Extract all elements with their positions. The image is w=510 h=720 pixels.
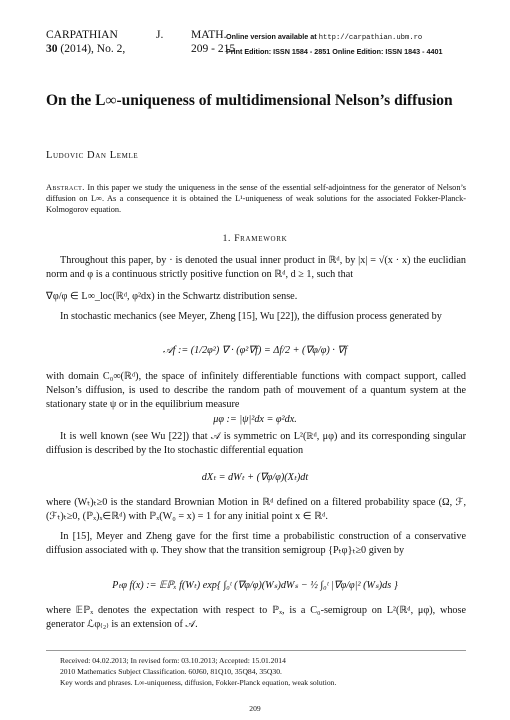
print-edition: Print Edition: ISSN 1584 - 2851 Online Edition: ISSN 1843 - 4401 [226,47,443,56]
abstract-label: Abstract. [46,183,85,192]
paragraph-7: where 𝔼ℙₓ denotes the expectation with respect to ℙₓ, is a C₀-semigroup on L²(ℝᵈ, μφ), whose generator ℒφ₍₂₎ is an extension of 𝒜. [46,605,466,630]
paper-title: On the L∞-uniqueness of multidimensional Nelson’s diffusion [46,92,453,109]
page-number: 209 [249,704,261,713]
section-heading: 1. Framework [222,234,288,244]
abstract [46,182,466,215]
equation-generator: 𝒜f := (1/2φ²) ∇ · (φ²∇f) = Δf/2 + (∇φ/φ) · ∇f [162,345,348,356]
keywords: Key words and phrases. L∞-uniqueness, diffusion, Fokker-Planck equation, weak solution. [60,678,337,687]
paragraph-2: In stochastic mechanics (see Meyer, Zheng [15], Wu [22]), the diffusion process generated by [60,311,442,322]
author-name: Ludovic Dan Lemle [46,150,139,161]
abstract-text: In this paper we study the uniqueness in the sense of the essential self-adjointness for the generator of Nelson’s diffusion on L∞. As a consequence it is obtained the L¹-uniqueness of weak solutions for the associated Fokker-Planck-Kolmogorov equation. [46,183,467,214]
equation-measure: μφ := |ψ|²dx = φ²dx. [213,414,297,425]
paragraph-6: In [15], Meyer and Zheng gave for the first time a probabilistic construction of a conservative diffusion associated with φ. They show that the transition semigroup {Pₜφ}ₜ≥0 given by [46,531,466,556]
volume: 30 [46,43,58,55]
received-dates: Received: 04.02.2013; In revised form: 03.10.2013; Accepted: 15.01.2014 [60,656,286,665]
paragraph-1: Throughout this paper, by · is denoted the usual inner product in ℝᵈ, by |x| = √(x · x) the euclidian norm and φ is a continuous strictly positive function on ℝᵈ, d ≥ 1, such that [46,255,466,280]
msc-classification: 2010 Mathematics Subject Classification. 60J60, 81Q10, 35Q84, 35Q30. [60,667,282,676]
journal-name: CARPATHIAN [46,29,118,41]
online-url[interactable]: http://carpathian.ubm.ro [318,34,423,42]
journal-name-math: MATH. [191,29,227,41]
online-label: Online version available at [226,32,319,41]
journal-header [46,28,243,56]
journal-name-j: J. [156,29,164,41]
footnotes [60,655,470,688]
paragraph-3: with domain C₀∞(ℝᵈ), the space of infinitely differentiable functions with compact support, called Nelson’s diffusion, is used to describe the random path of mouvement of a quantum system at the stationary state ψ or in the equilibrium measure [46,371,466,410]
paragraph-1b: ∇φ/φ ∈ L∞_loc(ℝᵈ, φ²dx) in the Schwartz distribution sense. [46,291,298,302]
year-issue: (2014), No. 2, [60,43,126,55]
equation-semigroup: Pₜφ f(x) := 𝔼ℙₓ f(Wₜ) exp{ ∫₀ᵗ (∇φ/φ)(Wₛ)dWₛ − ½ ∫₀ᵗ |∇φ/φ|² (Wₛ)ds } [112,580,398,591]
edition-info [226,30,443,58]
footnote-divider [46,650,466,651]
equation-sde: dXₜ = dWₜ + (∇φ/φ)(Xₜ)dt [201,472,309,483]
paragraph-4: It is well known (see Wu [22]) that 𝒜 is symmetric on L²(ℝᵈ, μφ) and its corresponding singular diffusion is described by the Ito stochastic differential equation [46,431,466,456]
page-range: 209 - 215 [191,43,236,55]
paragraph-5: where (Wₜ)ₜ≥0 is the standard Brownian Motion in ℝᵈ defined on a filtered probability space (Ω, ℱ, (ℱₜ)ₜ≥0, (ℙₓ)ₓ∈ℝᵈ) with ℙₓ(W₀ = x) = 1 for any initial point x ∈ ℝᵈ. [46,497,466,522]
